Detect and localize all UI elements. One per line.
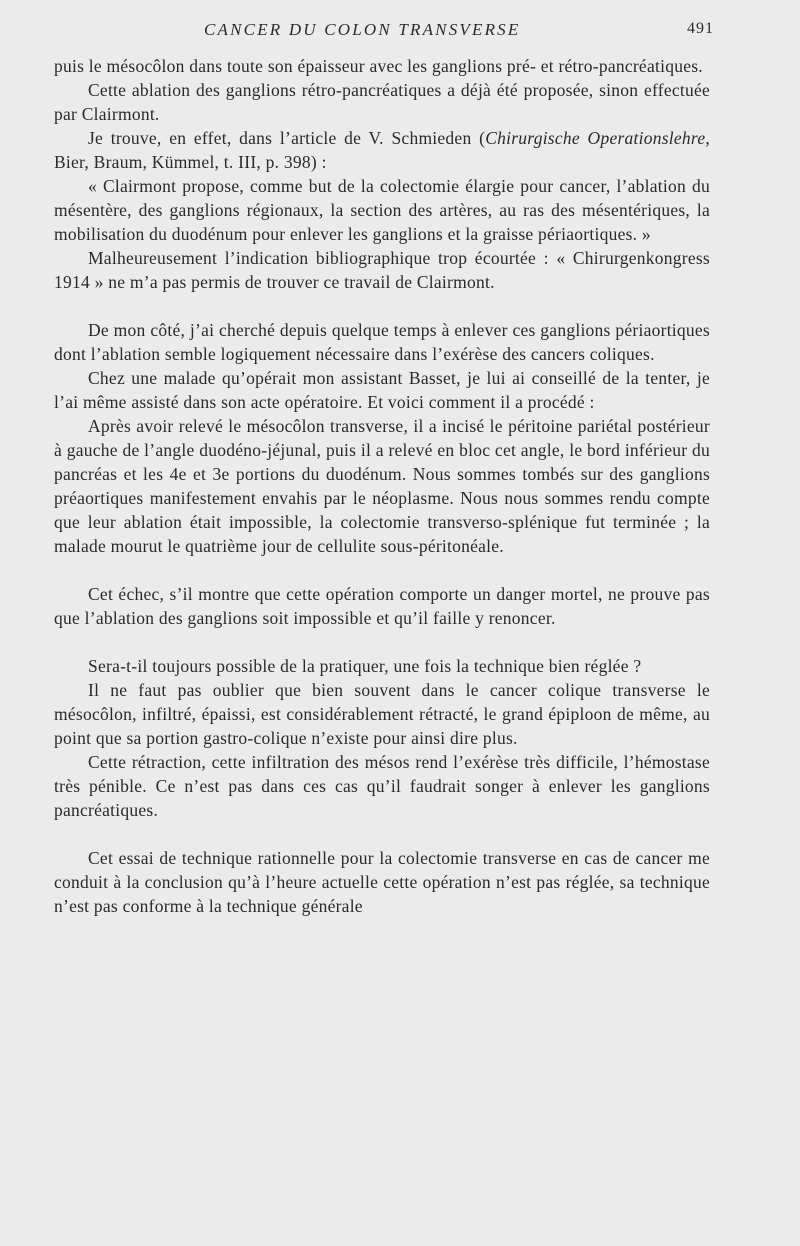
paragraph-gap bbox=[54, 294, 710, 318]
paragraph-gap bbox=[54, 630, 710, 654]
paragraph-gap bbox=[54, 822, 710, 846]
page-number: 491 bbox=[687, 20, 714, 37]
paragraph: Cet échec, s’il montre que cette opération comporte un danger mortel, ne prouve pas que l’ablation des ganglions soit impossible et qu’il faille y renoncer. bbox=[54, 584, 710, 628]
paragraph: Il ne faut pas oublier que bien souvent dans le cancer colique transverse le mésocôlon, infiltré, épaissi, est considérablement rétracté, le grand épiploon de même, au point que sa portion gastro-colique n’existe pour ainsi dire plus. bbox=[54, 680, 710, 748]
paragraph: « Clairmont propose, comme but de la colectomie élargie pour cancer, l’ablation du mésentère, des ganglions régionaux, la section des artères, au ras des mésentériques, la mobilisation du duodénum pour enlever les ganglions et la graisse périaortiques. » bbox=[54, 176, 710, 244]
paragraph-text: Je trouve, en effet, dans l’article de V. Schmieden ( bbox=[88, 128, 486, 148]
paragraph: Sera-t-il toujours possible de la pratiquer, une fois la technique bien réglée ? bbox=[88, 656, 642, 676]
running-head bbox=[54, 20, 714, 54]
body-text bbox=[54, 54, 710, 918]
paragraph: Cet essai de technique rationnelle pour la colectomie transverse en cas de cancer me conduit à la conclusion qu’à l’heure actuelle cette opération n’est pas réglée, sa technique n’est pas conforme à la technique générale bbox=[54, 848, 710, 916]
paragraph: Malheureusement l’indication bibliographique trop écourtée : « Chirurgenkongress 1914 » ne m’a pas permis de trouver ce travail de Clairmont. bbox=[54, 248, 710, 292]
paragraph: Chez une malade qu’opérait mon assistant Basset, je lui ai conseillé de la tenter, je l’ai même assisté dans son acte opératoire. Et voici comment il a procédé : bbox=[54, 368, 710, 412]
paragraph bbox=[54, 126, 710, 174]
paragraph: Cette ablation des ganglions rétro-pancréatiques a déjà été proposée, sinon effectuée par Clairmont. bbox=[54, 80, 710, 124]
book-title-citation: Chirurgische Operationslehre bbox=[485, 128, 706, 148]
paragraph: Cette rétraction, cette infiltration des mésos rend l’exérèse très difficile, l’hémostase très pénible. Ce n’est pas dans ces cas qu’il faudrait songer à enlever les ganglions pancréatiques. bbox=[54, 752, 710, 820]
running-title: CANCER DU COLON TRANSVERSE bbox=[204, 20, 521, 39]
paragraph-text: , Bier, Braum, Kümmel, t. III, p. 398) : bbox=[54, 128, 710, 172]
paragraph: De mon côté, j’ai cherché depuis quelque temps à enlever ces ganglions périaortiques dont l’ablation semble logiquement nécessaire dans l’exérèse des cancers coliques. bbox=[54, 320, 710, 364]
paragraph: puis le mésocôlon dans toute son épaisseur avec les ganglions pré- et rétro-pancréatiques. bbox=[54, 56, 703, 76]
paragraph-gap bbox=[54, 558, 710, 582]
paragraph: Après avoir relevé le mésocôlon transverse, il a incisé le péritoine pariétal postérieur à gauche de l’angle duodéno-jéjunal, puis il a relevé en bloc cet angle, le bord inférieur du pancréas et les 4e et 3e portions du duodénum. Nous sommes tombés sur des ganglions préaortiques manifestement envahis par le néoplasme. Nous nous sommes rendu compte que leur ablation était impossible, la colectomie transverso-splénique fut terminée ; la malade mourut le quatrième jour de cellulite sous-péritonéale. bbox=[54, 416, 710, 556]
